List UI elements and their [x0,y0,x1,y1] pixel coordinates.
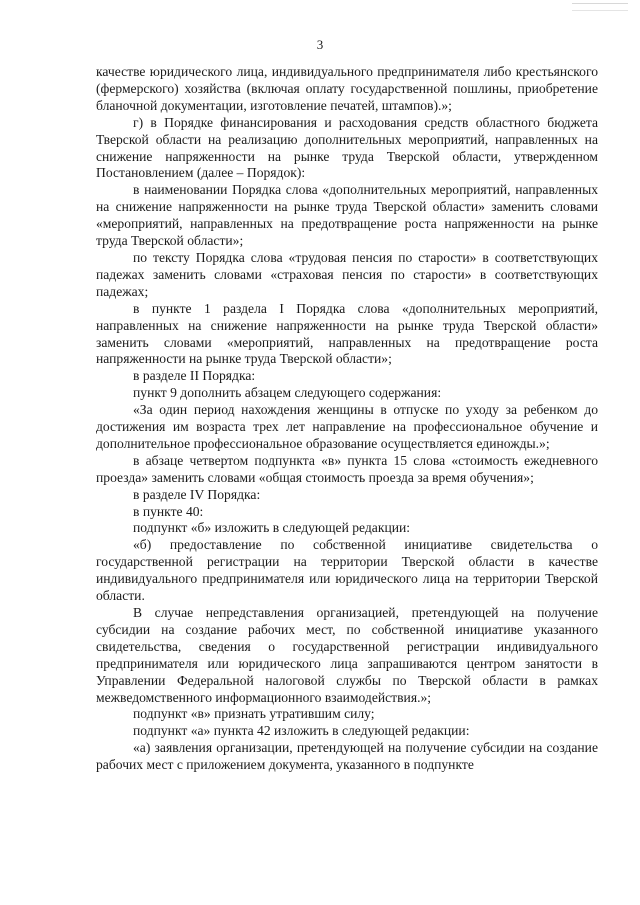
paragraph: в наименовании Порядка слова «дополнительных мероприятий, направленных на снижение напряженности на рынке труда Тверской области» заменить словами «мероприятий, направленных на предотвращение роста напряженности на рынке труда Тверской области»; [96,182,598,249]
paragraph: качестве юридического лица, индивидуального предпринимателя либо крестьянского (фермерского) хозяйства (включая оплату государственной пошлины, приобретение бланочной документации, изготовление печатей, штампов).»; [96,64,598,113]
paragraph: подпункт «б» изложить в следующей редакции: [133,520,411,536]
paragraph: «а) заявления организации, претендующей на получение субсидии на создание рабочих мест с приложением документа, указанного в подпункте [96,740,598,773]
paragraph: пункт 9 дополнить абзацем следующего содержания: [133,385,442,401]
paragraph: В случае непредставления организацией, претендующей на получение субсидии на создание рабочих мест, по собственной инициативе указанного свидетельства, сведения о государственной регистрации индивидуального предпринимателя или юридического лица запрашиваются центром занятости в Управлении Федеральной налоговой службы по Тверской области в рамках межведомственного информационного взаимодействия.»; [96,605,598,705]
paragraph: подпункт «а» пункта 42 изложить в следующей редакции: [133,723,470,739]
scan-edge-mark [572,3,628,11]
page-number: 3 [316,37,324,52]
paragraph: в разделе II Порядка: [133,368,256,384]
paragraph: по тексту Порядка слова «трудовая пенсия по старости» в соответствующих падежах заменить словами «страховая пенсия по старости» в соответствующих падежах; [96,249,598,299]
paragraph: в пункте 40: [133,503,204,519]
paragraph: «За один период нахождения женщины в отпуске по уходу за ребенком до достижения им возраста трех лет направление на профессиональное обучение и дополнительное профессиональное образование осуществляется единожды.»; [96,402,598,451]
paragraph: г) в Порядке финансирования и расходования средств областного бюджета Тверской области на реализацию дополнительных мероприятий, направленных на снижение напряженности на рынке труда Тверской области, утвержденном Постановлением (далее – Порядок): [96,114,598,181]
paragraph: подпункт «в» признать утратившим силу; [133,706,375,722]
paragraph: «б) предоставление по собственной инициативе свидетельства о государственной регистрации на территории Тверской области в качестве индивидуального предпринимателя или юридического лица на территории Тверской области. [96,537,598,604]
paragraph: в разделе IV Порядка: [133,486,261,502]
paragraph: в пункте 1 раздела I Порядка слова «дополнительных мероприятий, направленных на снижение напряженности на рынке труда Тверской области» заменить словами «мероприятий, направленных на предотвращение роста напряженности на рынке труда Тверской области»; [96,300,598,367]
paragraph: в абзаце четвертом подпункта «в» пункта 15 слова «стоимость ежедневного проезда» заменить словами «общая стоимость проезда за время обучения»; [96,452,598,485]
document-body [96,64,598,774]
